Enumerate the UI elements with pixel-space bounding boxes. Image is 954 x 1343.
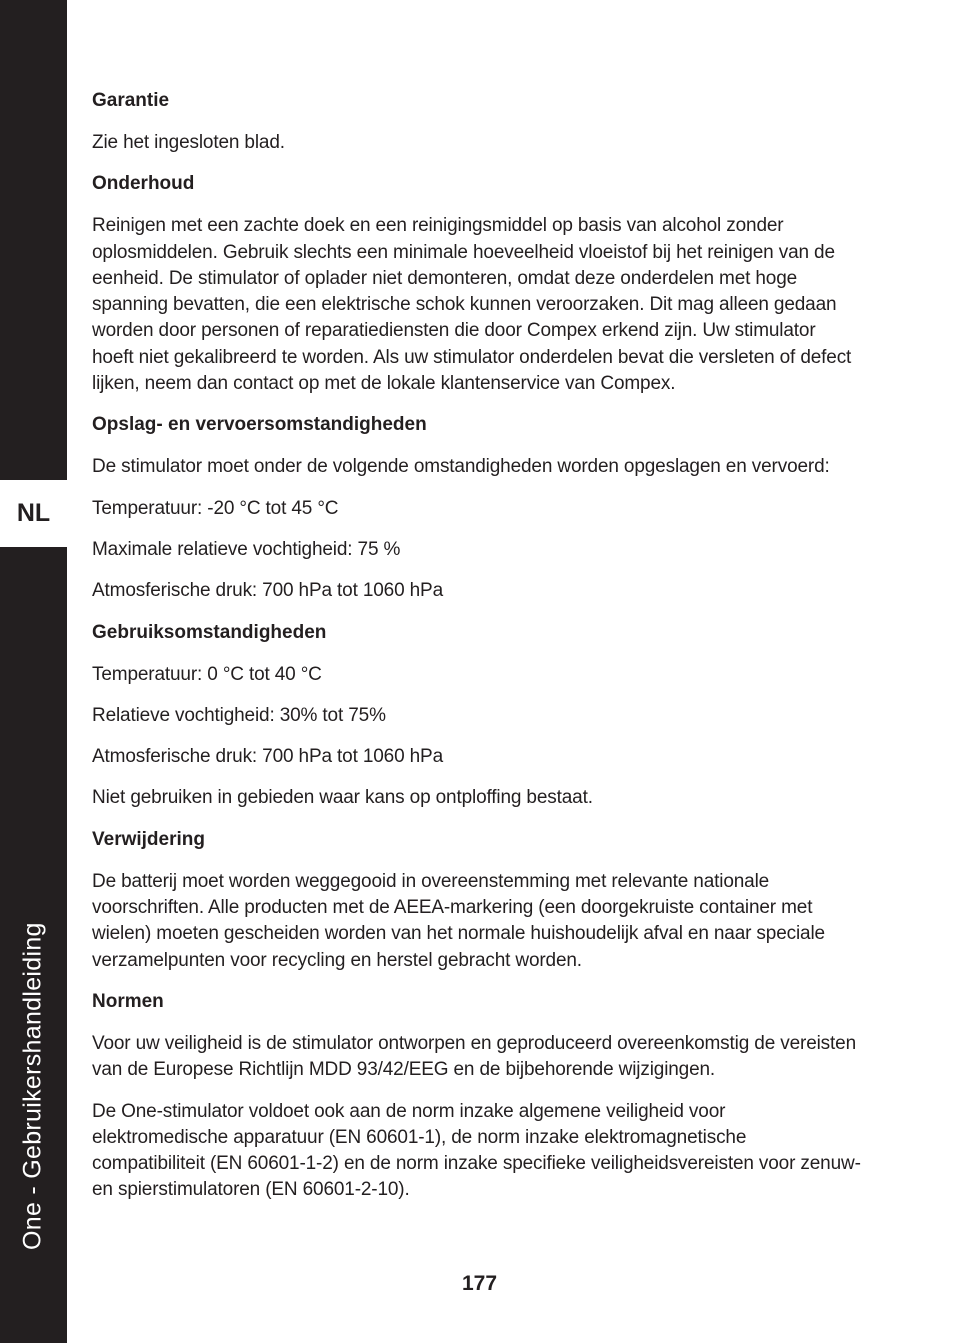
paragraph: Maximale relatieve vochtigheid: 75 % bbox=[92, 538, 401, 560]
paragraph: Atmosferische druk: 700 hPa tot 1060 hPa bbox=[92, 580, 443, 602]
paragraph: Atmosferische druk: 700 hPa tot 1060 hPa bbox=[92, 746, 443, 768]
heading-garantie: Garantie bbox=[92, 90, 170, 111]
paragraph: Relatieve vochtigheid: 30% tot 75% bbox=[92, 704, 386, 726]
heading-onderhoud: Onderhoud bbox=[92, 173, 195, 195]
page-number: 177 bbox=[461, 1272, 498, 1295]
paragraph: Temperatuur: -20 °C tot 45 °C bbox=[92, 497, 339, 519]
heading-opslag: Opslag- en vervoersomstandigheden bbox=[92, 414, 427, 436]
side-bar bbox=[0, 0, 67, 1343]
paragraph: De One-stimulator voldoet ook aan de norm inzake algemene veiligheid voor elektromedische apparatuur (EN 60601-1), de norm inzake elektromagnetische compatibiliteit (EN 60601-1-2) en de norm inzake specifieke veiligheidsvereisten voor zenuw- en spierstimulatoren (EN 60601-2-10). bbox=[92, 1100, 861, 1201]
paragraph: Reinigen met een zachte doek en een reinigingsmiddel op basis van alcohol zonder oplosmiddelen. Gebruik slechts een minimale hoeveelheid vloeistof bij het reinigen van de eenheid. De stimulator of oplader niet demonteren, omdat deze onderdelen met hoge spanning bevatten, die een elektrische schok kunnen veroorzaken. Dit mag alleen gedaan worden door personen of reparatiediensten die door Compex erkend zijn. Uw stimulator hoeft niet gekalibreerd te worden. Als uw stimulator onderdelen bevat die versleten of defect lijken, neem dan contact op met de lokale klantenservice van Compex. bbox=[92, 215, 852, 395]
heading-normen: Normen bbox=[92, 990, 164, 1012]
page-content bbox=[92, 88, 862, 1219]
language-tab: NL bbox=[0, 480, 67, 547]
paragraph: Voor uw veiligheid is de stimulator ontworpen en geproduceerd overeenkomstig de vereisten van de Europese Richtlijn MDD 93/42/EEG en de bijbehorende wijzigingen. bbox=[92, 1032, 856, 1081]
heading-verwijdering: Verwijdering bbox=[92, 828, 205, 850]
paragraph: De batterij moet worden weggegooid in overeenstemming met relevante nationale voorschriften. Alle producten met de AEEA-markering (een doorgekruiste container met wielen) moeten gescheiden worden van het normale huishoudelijk afval en naar speciale verzamelpunten voor recycling en herstel gebracht worden. bbox=[92, 870, 825, 971]
paragraph: Temperatuur: 0 °C tot 40 °C bbox=[92, 663, 322, 685]
paragraph: Zie het ingesloten blad. bbox=[92, 132, 285, 153]
manual-title: One - Gebruikershandleiding bbox=[18, 922, 47, 1250]
heading-gebruik: Gebruiksomstandigheden bbox=[92, 621, 327, 643]
paragraph: Niet gebruiken in gebieden waar kans op ontploffing bestaat. bbox=[92, 787, 593, 809]
paragraph: De stimulator moet onder de volgende omstandigheden worden opgeslagen en vervoerd: bbox=[92, 456, 830, 478]
